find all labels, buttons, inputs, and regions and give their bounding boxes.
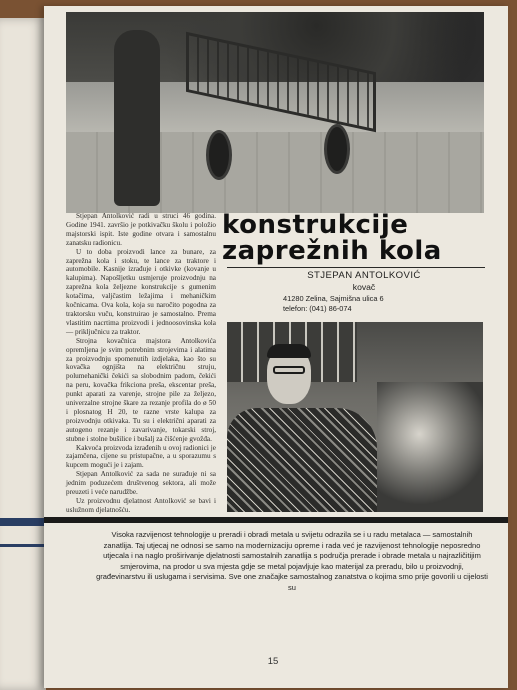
title-line-2: zaprežnih kola [222, 236, 442, 266]
photo-plaid-shirt [227, 408, 377, 512]
paragraph: Uz proizvodnu djelatnost Antolković se bavi i uslužnom djelatnošću. [66, 497, 216, 514]
article-title [222, 212, 492, 264]
author-name: STJEPAN ANTOLKOVIĆ [307, 270, 421, 281]
paragraph: Kakvoća proizvoda izrađenih u ovoj radionici je zajamčena, cijene su pristupačne, a u sporazumu s kupcem mogući je i zajam. [66, 443, 216, 470]
author-address: 41280 Zelina, Sajmišna ulica 6 [283, 294, 384, 303]
author-phone: telefon: (041) 86-074 [283, 304, 352, 313]
photo-wagon-workshop [66, 12, 484, 213]
photo-hair [267, 344, 311, 358]
left-page-stripe [0, 518, 46, 526]
photo-standing-man [114, 30, 160, 206]
paragraph: U to doba proizvodi lance za bunare, za zaprežna kola i stoku, te lance za traktore i automobile. Kasnije izrađuje i otkivke (kovanje u kalupima). Napošljetku usmjeruje proizvodnju na zaprežna kola željezne konstrukcije s gumenim kotačima, valjčastim ležajima i mehaničkim kočnicama. Ova kola, koja su naročito pogodna za traktorsku vuču, konstruirao je samostalno. Prema vlastitim nacrtima proizvodi i jednoosovinska kola — priključnicu za traktor. [66, 247, 216, 336]
paragraph: Stjepan Antolković radi u struci 46 godina. Godine 1941. završio je potkivačku školu i položio majstorski ispit. Iste godine otvara i samostalnu zanatsku radionicu. [66, 212, 216, 247]
magazine-page [44, 6, 508, 688]
photo-wheel [324, 124, 350, 174]
photo-machine [377, 382, 483, 512]
left-page-edge [0, 18, 46, 690]
author-role: kovač [352, 282, 376, 292]
title-line-1: konstrukcije [222, 210, 409, 240]
photo-blacksmith-portrait [227, 322, 483, 512]
paragraph: Strojna kovačnica majstora Antolkovića opremljena je svim potrebnim strojevima i alatima za proizvodnju spomenutih izdjelaka, kao što su kovačka ognjišta na električnu struju, polumehanički čekići sa slobodnim padom, čekići na peru, kovačka frikciona preša, ekscentar preša, punkt aparati za varenje, strojne pile za željezo, univerzalne strojne škare za rezanje profila do ø 50 i plosnatog H 20, te razne vrste kalupa za proizvodnju otkivaka. Tu su i električni aparati za autogeno rezanje i zavarivanje, tokarski stroj, stubne i stolne bušilice i bušalj za čišćenje gvožđa. [66, 336, 216, 443]
page-number: 15 [267, 656, 279, 667]
section-divider [44, 517, 508, 523]
left-page-stripe-thin [0, 544, 46, 547]
photo-glasses [273, 366, 305, 374]
author-block [244, 270, 484, 314]
photo-wheel [206, 130, 232, 180]
paragraph: Stjepan Antolković za sada ne surađuje ni sa jednim poduzećem društvenog sektora, ali može preuzeti i veće narudžbe. [66, 470, 216, 497]
title-rule [227, 267, 485, 268]
intro-text: Visoka razvijenost tehnologije u preradi i obradi metala u svijetu odrazila se i u radu metalaca — samostalnih zanatlija. Taj utjecaj ne odnosi se samo na modernizaciju opreme i rada već je razvijenost tehnologije neposredno utjecala i na naglo proširivanje djelatnosti samostalnih zanatlija s područja prerade i obrade metala u najrazličitijim smjerovima, na prodor u sva mjesta gdje se metal pojavljuje kao materijal za preradu, bilo u proizvodnji, građevinarstvu ili uslugama i servisima. Sve one značajke samostalnog zanatstva o kojima smo prije govorili u cijelosti su [96, 530, 488, 592]
article-body [66, 212, 216, 515]
